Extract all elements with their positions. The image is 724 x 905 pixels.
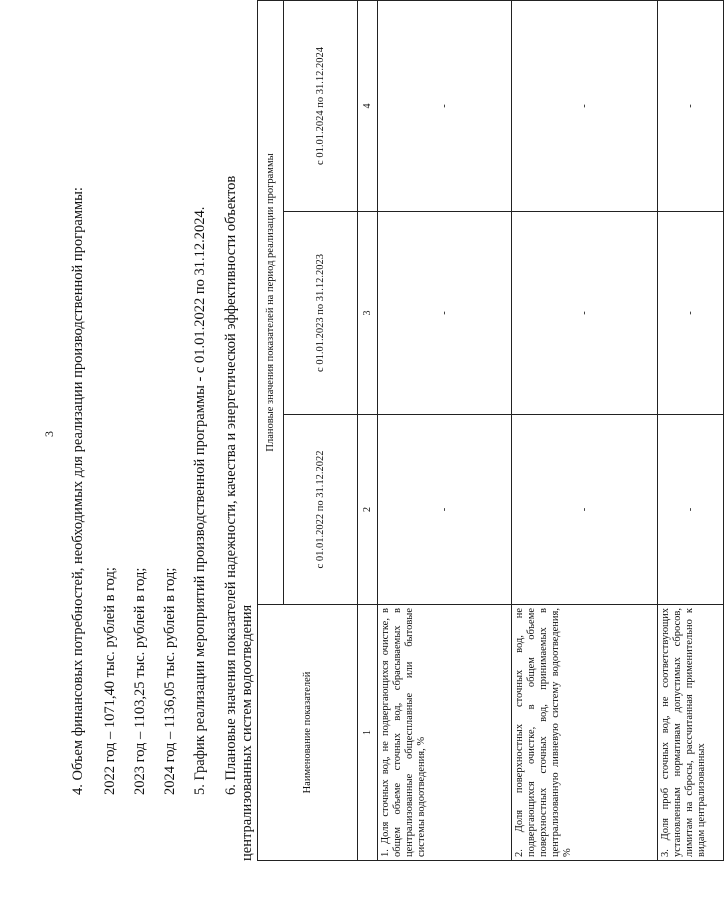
indicator-value: - — [512, 212, 658, 415]
header-period-2023: с 01.01.2023 по 31.12.2023 — [284, 212, 358, 415]
indicator-value: - — [378, 0, 512, 211]
year-2022-amount: 2022 год – 1071,40 тыс. рублей в год; — [102, 567, 118, 795]
col-number: 1 — [358, 605, 378, 861]
column-numbers-row — [358, 0, 378, 860]
indicator-value: - — [658, 212, 724, 415]
indicator-name: 1. Доля сточных вод, не подвергающихся очистке, в общем объеме сточных вод, сбрасываемых в централизованные общесплавные или бытовые системы водоотведения, % — [378, 605, 512, 861]
table-row — [658, 0, 724, 860]
indicator-value: - — [658, 415, 724, 605]
indicator-value: - — [512, 415, 658, 605]
header-period-2024: с 01.01.2024 по 31.12.2024 — [284, 0, 358, 211]
header-period-2022: с 01.01.2022 по 31.12.2022 — [284, 415, 358, 605]
col-number: 3 — [358, 212, 378, 415]
header-indicator-name: Наименование показателей — [258, 605, 358, 861]
indicator-value: - — [512, 0, 658, 211]
indicator-value: - — [658, 0, 724, 211]
paragraph-indicators-title-cont: централизованных систем водоотведения — [239, 604, 255, 861]
year-2024-amount: 2024 год – 1136,05 тыс. рублей в год; — [162, 567, 178, 795]
col-number: 2 — [358, 415, 378, 605]
page-number: 3 — [42, 431, 56, 437]
indicator-name: 3. Доля проб сточных вод, не соответствующих установленным нормативам допустимых сбросов, лимитам на сбросы, рассчитанная применительно к видам централизованных — [658, 605, 724, 861]
year-2023-amount: 2023 год – 1103,25 тыс. рублей в год; — [132, 567, 148, 795]
indicator-value: - — [378, 415, 512, 605]
table-row — [378, 0, 512, 860]
indicator-name: 2. Доля поверхностных сточных вод, не подвергающихся очистке, в общем объеме поверхностных сточных вод, принимаемых в централизованную ливневую систему водоотведения, % — [512, 605, 658, 861]
header-planned-values: Плановые значения показателей на период реализации программы — [258, 0, 284, 604]
indicator-value: - — [378, 212, 512, 415]
col-number: 4 — [358, 0, 378, 211]
paragraph-financial-needs: 4. Объем финансовых потребностей, необходимых для реализации производственной программы: — [70, 187, 86, 795]
table-row — [512, 0, 658, 860]
paragraph-indicators-title: 6. Плановые значения показателей надежности, качества и энергетической эффективности объектов — [223, 175, 239, 795]
indicators-table — [257, 0, 724, 861]
paragraph-schedule: 5. График реализации мероприятий производственной программы - с 01.01.2022 по 31.12.2024. — [192, 206, 208, 795]
